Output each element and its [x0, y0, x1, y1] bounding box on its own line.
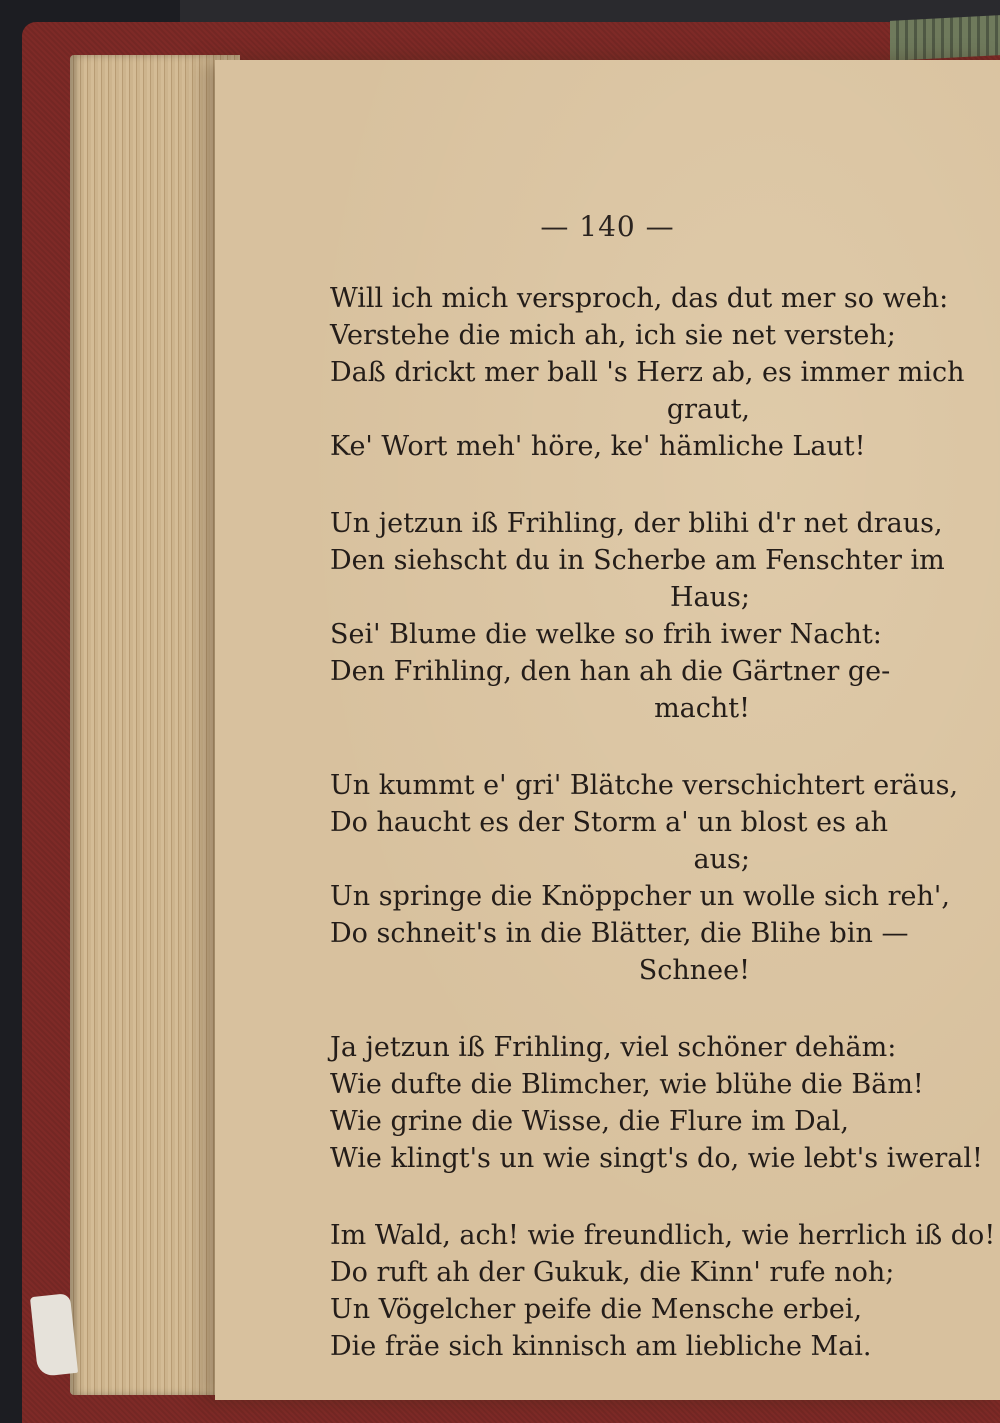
stanza [330, 767, 959, 989]
poem-line: Do ruft ah der Gukuk, die Kinn' rufe noh; [330, 1257, 895, 1288]
stanza [330, 280, 965, 465]
poem-line: Wie klingt's un wie singt's do, wie lebt's iweral! [330, 1143, 983, 1174]
poem-line: Die fräe sich kinnisch am liebliche Mai. [330, 1331, 872, 1362]
torn-corner [30, 1293, 78, 1377]
poem-line: Will ich mich versproch, das dut mer so weh: [330, 283, 949, 314]
poem-line-continuation: Schnee! [638, 955, 750, 986]
stanza-gap [330, 989, 950, 1029]
poem-line: Wie grine die Wisse, die Flure im Dal, [330, 1106, 849, 1137]
poem-line: Un kummt e' gri' Blätche verschichtert eräus, [330, 770, 959, 801]
stanza-gap [330, 465, 950, 505]
poem-line-continuation: macht! [654, 693, 750, 724]
poem-line: Sei' Blume die welke so frih iwer Nacht: [330, 619, 882, 650]
page-number: — 140 — [540, 210, 675, 243]
poem-line: Wie dufte die Blimcher, wie blühe die Bäm! [330, 1069, 924, 1100]
poem-line: Daß drickt mer ball 's Herz ab, es immer mich [330, 357, 965, 388]
stanza [330, 1029, 983, 1177]
poem-line: Im Wald, ach! wie freundlich, wie herrlich iß do! [330, 1220, 996, 1251]
poem-line: Den Frihling, den han ah die Gärtner ge- [330, 656, 891, 687]
book-page [215, 60, 1000, 1400]
poem-line: Den siehscht du in Scherbe am Fenschter im [330, 545, 945, 576]
poem-line: Do schneit's in die Blätter, die Blihe bin — [330, 918, 909, 949]
poem-line: Verstehe die mich ah, ich sie net versteh; [330, 320, 896, 351]
stanza [330, 505, 950, 727]
poem-line-continuation: graut, [666, 394, 750, 425]
poem-line: Un jetzun iß Frihling, der blihi d'r net draus, [330, 508, 943, 539]
poem-line: Do haucht es der Storm a' un blost es ah [330, 807, 888, 838]
poem-line-continuation: aus; [693, 844, 750, 875]
poem-line: Ke' Wort meh' höre, ke' hämliche Laut! [330, 431, 866, 462]
stanza-gap [330, 1177, 950, 1217]
poem-line: Ja jetzun iß Frihling, viel schöner dehäm: [330, 1032, 897, 1063]
stanza [330, 1217, 996, 1365]
poem-line-continuation: Haus; [670, 582, 750, 613]
poem-line: Un springe die Knöppcher un wolle sich reh', [330, 881, 950, 912]
poem-body [330, 280, 996, 1365]
poem-line: Un Vögelcher peife die Mensche erbei, [330, 1294, 863, 1325]
bookmark-ribbon [890, 15, 1000, 61]
stanza-gap [330, 727, 950, 767]
